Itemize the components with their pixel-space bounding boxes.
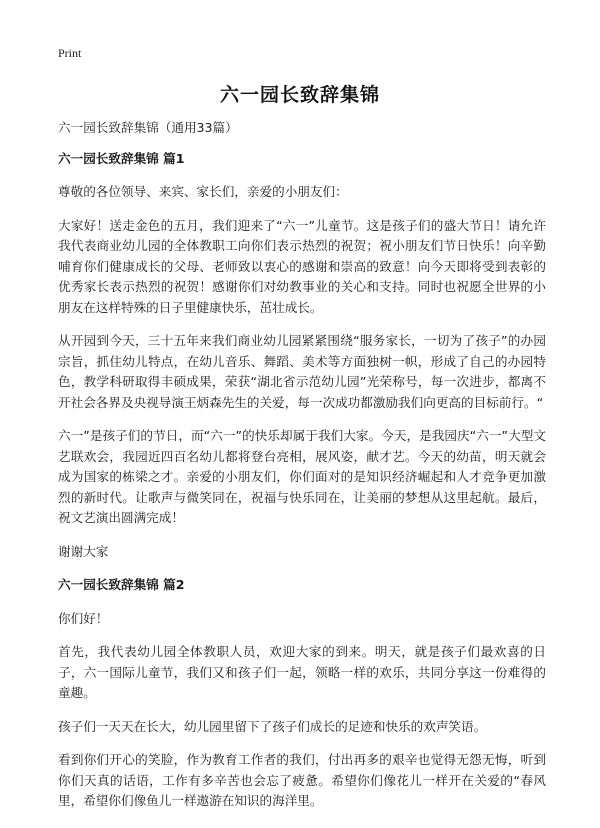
document-body (58, 118, 546, 825)
section-heading: 六一园长致辞集锦 篇2 (58, 577, 185, 592)
paragraph: 首先，我代表幼儿园全体教职人员，欢迎大家的到来。明天，就是孩子们最欢喜的日子，六一国际儿童节，我们又和孩子们一起，领略一样的欢乐，共同分享这一份难得的童趣。 (58, 644, 546, 700)
print-label: Print (58, 46, 82, 60)
paragraph: 谢谢大家 (58, 543, 109, 559)
section-heading: 六一园长致辞集锦 篇1 (58, 150, 185, 166)
paragraph: 孩子们一天天在长大，幼儿园里留下了孩子们成长的足迹和快乐的欢声笑语。 (58, 718, 487, 734)
paragraph: 从开园到今天，三十五年来我们商业幼儿园紧紧围绕“服务家长，一切为了孩子”的办园宗旨，抓住幼儿特点，在幼儿音乐、舞蹈、美术等方面独树一帜，形成了自己的办园特色，教学科研取得丰硕成果，荣获“湖北省示范幼儿园”光荣称号，每一次进步，都离不开社会各界及央视导演王炳森先生的关爱，每一次成功都激励我们向更高的目标前行。“ (58, 333, 546, 410)
paragraph: 你们好！ (58, 610, 109, 626)
document-subtitle: 六一园长致辞集锦（通用33篇） (58, 120, 238, 135)
paragraph: 看到你们开心的笑脸，作为教育工作者的我们，付出再多的艰辛也觉得无怨无悔，听到你们天真的话语，工作有多辛苦也会忘了疲惫。希望你们像花儿一样开在关爱的“春风里，希望你们像鱼儿一样遨游在知识的海洋里。 (58, 752, 546, 808)
page-title: 六一园长致辞集锦 (219, 84, 380, 106)
paragraph: 尊敬的各位领导、来宾、家长们，亲爱的小朋友们： (58, 184, 348, 199)
paragraph: 六一”是孩子们的节日，而“六一”的快乐却属于我们大家。今天，是我园庆“六一”大型文艺联欢会，我园近四百名幼儿都将登台亮相，展风姿，献才艺。今天的幼苗，明天就会成为国家的栋梁之才。亲爱的小朋友们，你们面对的是知识经济崛起和人才竞争更加激烈的新时代。让歌声与微笑同在，祝福与快乐同在，让美丽的梦想从这里起航。最后，祝文艺演出圆满完成！ (58, 428, 546, 525)
paragraph: 大家好！送走金色的五月，我们迎来了“六一”儿童节。这是孩子们的盛大节日！请允许我代表商业幼儿园的全体教职工向你们表示热烈的祝贺；祝小朋友们节日快乐！向辛勤哺育你们健康成长的父母、老师致以衷心的感谢和崇高的致意！向今天即将受到表彰的优秀家长表示热烈的祝贺！感谢你们对幼教事业的关心和支持。同时也祝愿全世界的小朋友在这样特殊的日子里健康快乐，茁壮成长。 (58, 217, 546, 315)
